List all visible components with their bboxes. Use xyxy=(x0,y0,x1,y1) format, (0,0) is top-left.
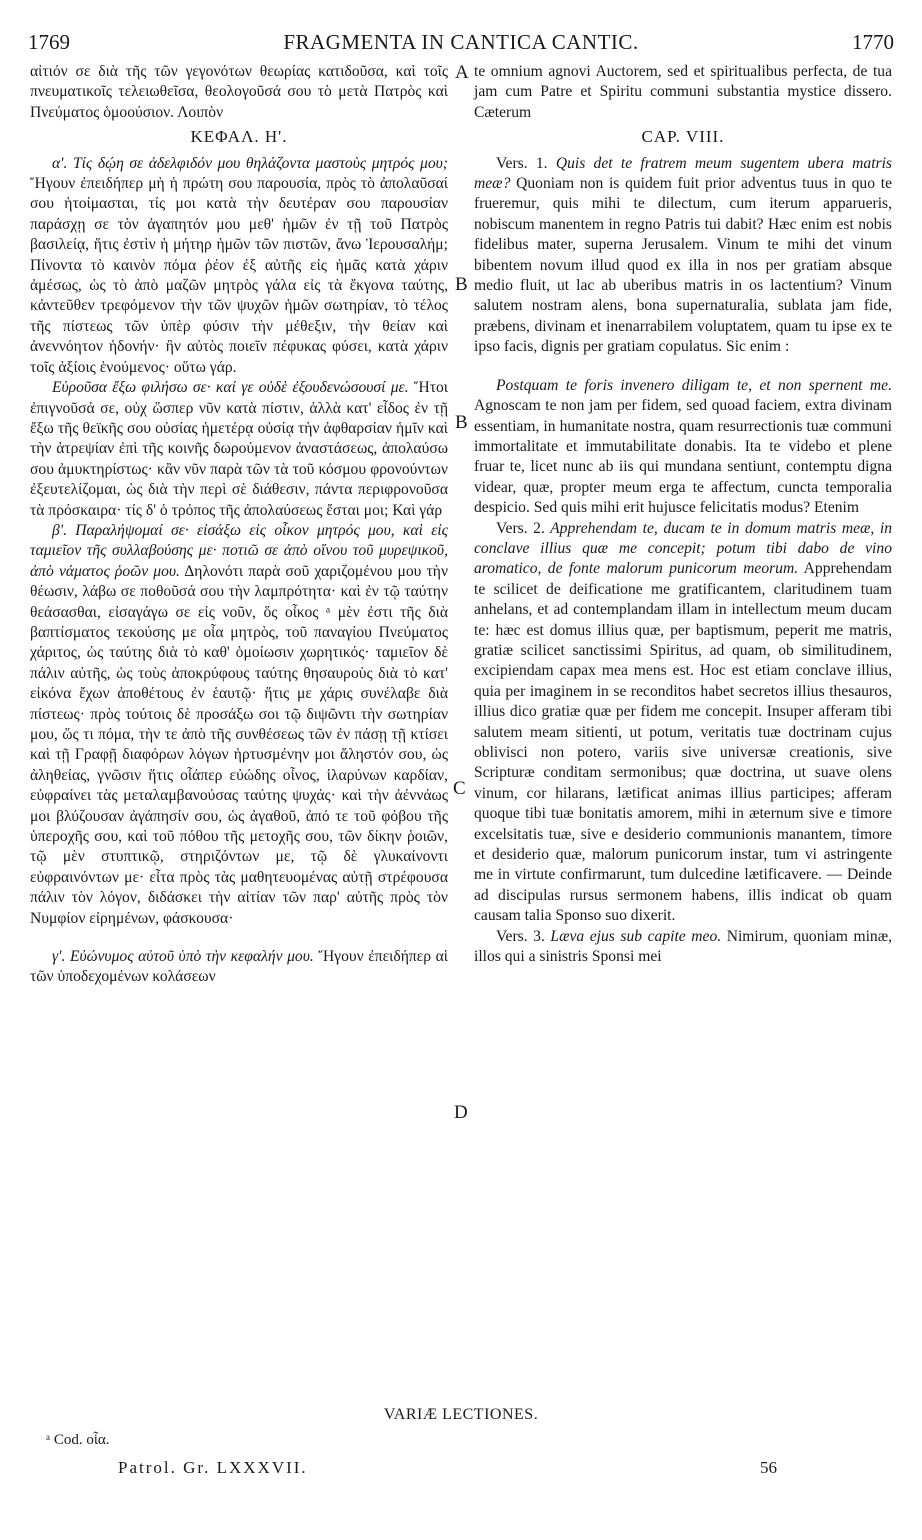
latin-paragraph-3 xyxy=(474,519,892,927)
greek-paragraph-4 xyxy=(30,947,448,988)
section-marker: B xyxy=(455,274,468,295)
page-header xyxy=(28,30,894,60)
latin-verse-lemma: Apprehendam te, ducam te in domum matris meæ, in conclave illius quæ me concepit; potum tibi dabo de vino aromatico, de fonte malorum punicorum meorum. xyxy=(474,519,892,578)
latin-column xyxy=(474,62,892,967)
greek-commentary: Δηλονότι παρὰ σοῦ χαριζομένου μου τὴν θέωσιν, λάβω σε ποθοῦσά σου τὴν λαμπρότητα· καὶ ἐν τῷ ταύτην θεάσασθαι, εἰσαγάγω σε εἰς νοῦν, ὅς οἶκος ᵃ μὲν ἐστι τῆς διὰ βαπτίσματος τεκούσης με οἷα μητρὸς, τοῦ παναγίου Πνεύματος χάριτος, ὡς ταύτης διὰ τὸ καθ' ὁμοίωσιν χωρητικός· ταμιεῖον δὲ πάλιν αὐτῆς, ὡς τοὺς ἀποκρύφους ταύτης θησαυροὺς διὰ τὸ κατ' εἰκόνα ἔχων ἀποθέτους ἐν ἑαυτῷ· ἥτις με χάρις συνέλαβε διὰ πίστεως· πρὸς τούτοις δὲ προσάξω σοι τῷ διψῶντι τὴν σωτηρίαν μου, ὥς τι πόμα, τὴν τε ἀπὸ τῆς συνθέσεως τῶν ἐν πάσῃ τῇ κτίσει καὶ τῇ Γραφῇ διαφόρων λόγων ἠρτυσμένην μοι ἄληστόν σου, ὡς ἀληθείας, γνῶσιν ἥτις οἷάπερ εὐώδης οἶνος, ἱλαρύνων καρδίαν, εὐφραίνει τὰς μεταλαμβανούσας ταύτης ψυχάς· καὶ τὴν ἀέννάως μοι βλύζουσαν ἀγάπησίν σου, ὡς ἀγαθοῦ, ἀπό τε τοῦ φόβου τῆς ὑπεροχῆς σου, καὶ τοῦ πόθου τῆς μετοχῆς σου, τῶν δίκην ῥοιῶν, τῷ μὲν στυπτικῷ, στηριζόντων με, τῷ δὲ γλυκαίνοντι εὐφραινόντων με· εἶτα πρὸς τὰς μαθητευομένας αὐτῇ στρέφουσα πάλιν τὸν λόγον, διδάσκει τὴν αἰτίαν τῶν παρ' αὐτῆς πρὸς τὸν Νυμφίον εἰρημένων, φάσκουσα· xyxy=(30,562,448,927)
section-marker: A xyxy=(455,62,469,83)
latin-paragraph-4 xyxy=(474,927,892,968)
greek-paragraph-2 xyxy=(30,378,448,521)
section-marker: B xyxy=(455,412,468,433)
verse-number: Vers. 3. xyxy=(496,927,545,945)
greek-chapter-heading: ΚΕΦΑΛ. Η'. xyxy=(190,127,288,147)
latin-commentary: Nimirum, quoniam minæ, illos qui a sinistris Sponsi mei xyxy=(474,927,892,966)
latin-intro: te omnium agnovi Auctorem, sed et spiritualibus perfecta, de tua jam cum Patre et Spiritu communi substantia mystice dissero. Cæterum xyxy=(474,63,892,121)
right-page-number: 1770 xyxy=(852,30,894,54)
greek-intro: αἰτιόν σε διὰ τῆς τῶν γεγονότων θεωρίας κατιδοῦσα, καὶ τοῖς πνευματικοῖς τελειωθεῖσα, θεολογοῦσά σου τὸ μετὰ Πατρὸς καὶ Πνεύματος ὁμοούσιον. Λοιπὸν xyxy=(30,63,448,121)
greek-verse-lemma: β'. Παραλήψομαί σε· εἰσάξω εἰς οἶκον μητρός μου, καὶ εἰς ταμιεῖον τῆς συλλαβούσης με· ποτιῶ σε ἀπὸ οἴνου τοῦ μυρεψικοῦ, ἀπὸ νάματος ῥοῶν μου. xyxy=(30,521,448,580)
variae-lectiones-heading: VARIÆ LECTIONES. xyxy=(383,1406,539,1423)
greek-verse-lemma: Εὑροῦσα ἔξω φιλήσω σε· καί γε οὐδὲ ἐξουδενώσουσί με. xyxy=(52,379,409,397)
spacer xyxy=(30,929,448,947)
latin-commentary: Agnoscam te non jam per fidem, sed quoad faciem, extra divinam essentiam, in humanitate nostra, quam resurrectionis tuæ communi immortalitate et immutabilitate donabis. Ita te videbo et plene fruar te, licet nunc ab iis qui mundana sentiunt, contemptu digna videar, quæ, propter meum erga te affectum, cuncta temporalia despicio. Sed quis mihi erit hujusce felicitatis modus? Etenim xyxy=(474,397,892,517)
running-title: FRAGMENTA IN CANTICA CANTIC. xyxy=(283,30,639,54)
greek-column xyxy=(30,62,448,988)
series-signature: Patrol. Gr. LXXXVII. xyxy=(118,1458,308,1477)
latin-verse-lemma: Quis det te fratrem meum sugentem ubera matris meæ? xyxy=(474,154,892,193)
greek-paragraph-3 xyxy=(30,521,448,929)
latin-verse-lemma: Postquam te foris invenero diligam te, et non spernent me. xyxy=(496,376,892,394)
section-marker: C xyxy=(453,778,466,799)
latin-commentary: Apprehendam te scilicet de deificatione me gratificantem, claritudinem tuam anhelans, et ad contemplandam illam in intellectum meum ducam te: hæc est domus illius quæ, per baptismum, peperit me matris, gratiæ scilicet sanctissimi Spiritus, ad quam, ob similitudinem, excipiendam capax mea mens est. Hoc est etiam conclave illius, quia per imaginem in se reconditos habet secretos illius thesauros, illius dico gratiæ quæ per fidem me concepit. Insuper afferam tibi salutem meam sitienti, ut potum, veritatis tuæ doctrinam cujus oblivisci non potero, variis sive universæ creationis, sive Scripturæ conditam sermonibus; quæ doctrina, ut suave olens vinum, cor hilarans, lætificat animas illius participes; afferam quoque tibi tuæ bonitatis amorem, mihi in æternum sive e timore excelsitatis tuæ, sive e desiderio communionis manantem, timore et desiderio quæ, malorum punicorum instar, tum vi astringente me in virtute confirmarunt, tum dulcedine lætificavere. — Deinde ad discipulas rursus sermonem habens, illis indicat ob quam causam talia Sponso suo dixerit. xyxy=(474,560,892,925)
greek-commentary: Ἤγουν ἐπειδήπερ μὴ ἡ πρώτη σου παρουσία, πρὸς τὸ ἀπολαῦσαί σου ἡτοίμασται, τίς μοι κατὰ τὴν δευτέραν σου παρουσίαν παράσχῃ σε τὸν ἀγαπητόν μου μεθ' ἡμῶν ἐν τῇ τοῦ Πατρὸς βασιλείᾳ, ἥτις ἐστὶν ἡ μήτηρ ἡμῶν τῶν πιστῶν, ἄνω Ἱερουσαλήμ; Πίνοντα τὸ καινὸν πόμα ῥέον ἐξ αὐτῆς εἰς ἡμᾶς κατὰ χάριν ἀμέσως, ὡς τὸ ἀπὸ μαζῶν μητρὸς γάλα εἰς τὰ ἔκγονα ταύτης, κἀντεῦθεν τρεφόμενον τὴν τῶν ψυχῶν ἡμῶν σωτηρίαν, τὸ τέλος τῆς πίστεως τῶν ὑπὲρ φύσιν τὴν μέθεξιν, τὴν θείαν καὶ ἀνεννόητον ἡδονήν· ἣν αὐτὸς ποιεῖν πέφυκας φύσει, κατὰ χάριν τοῖς ἀξίοις ἑνούμενος· οὕτω γάρ. xyxy=(30,175,448,376)
latin-verse-lemma: Læva ejus sub capite meo. xyxy=(544,927,722,945)
verse-number: Vers. 2. xyxy=(496,519,545,537)
latin-paragraph-1 xyxy=(474,154,892,358)
footnote: ᵃ Cod. οἷα. xyxy=(46,1432,110,1448)
section-marker: D xyxy=(454,1102,468,1123)
left-page-number: 1769 xyxy=(28,30,70,54)
greek-verse-lemma: γ'. Εὐώνυμος αὐτοῦ ὑπὸ τὴν κεφαλήν μου. xyxy=(52,948,314,966)
verse-number: Vers. 1. xyxy=(496,154,548,172)
greek-verse-lemma: α'. Τίς δῴη σε ἀδελφιδόν μου θηλάζοντα μαστοὺς μητρός μου; xyxy=(52,154,448,172)
sheet-number: 56 xyxy=(760,1458,777,1477)
latin-commentary: Quoniam non is quidem fuit prior adventus tuus in quo te frueremur, quis mihi te dilectum, cum iterum apparueris, nobiscum manentem in regno Patris tui dabit? Hæc enim est nobis fidelibus mater, superna Jerusalem. Vinum te mihi det vinum bibentem novum illud quod ex illa in nos per gratiam absque medio fluit, ut lac ab uberibus matris in os lactentium? Vinum salutem nostram alens, bona supernaturalia, sublata jam fide, præbens, divinam et inenarrabilem voluptatem, quam tu ipse ex te ipso facis, dignis per gratiam copulatus. Sic enim : xyxy=(474,175,892,356)
latin-chapter-heading: CAP. VIII. xyxy=(641,127,725,147)
greek-commentary: Ἤτοι ἐπιγνοῦσά σε, οὐχ ὥσπερ νῦν κατὰ πίστιν, ἀλλὰ κατ' εἶδος ἐν τῇ ἔξω τῆς θεϊκῆς σου οὐσίας ἡμετέρᾳ οὐσίᾳ τὴν ἀφθαρσίαν ἡμῖν καὶ τὴν ἀτρεψίαν ἐπὶ τῆς κοινῆς δωρούμενον ἀναστάσεως, ἀπολαύσω σου ἀμυκτηρίστως· κἂν νῦν παρὰ τῶν τὰ τοῦ κόσμου φρονούντων ἐξευτελίζομαι, ὡς διὰ τὴν περὶ σὲ διάθεσιν, πάντα περιφρονοῦσα τὰ πρόσκαιρα· τίς δ' ὁ τρόπος τῆς ἀπολαύσεως ἔσται μοι; Καὶ γάρ xyxy=(30,379,448,519)
greek-commentary: Ἤγουν ἐπειδήπερ αἱ τῶν ὑποδεχομένων κολάσεων xyxy=(30,948,449,986)
greek-paragraph-1 xyxy=(30,154,448,378)
latin-paragraph-2 xyxy=(474,376,892,519)
spacer xyxy=(474,358,892,376)
